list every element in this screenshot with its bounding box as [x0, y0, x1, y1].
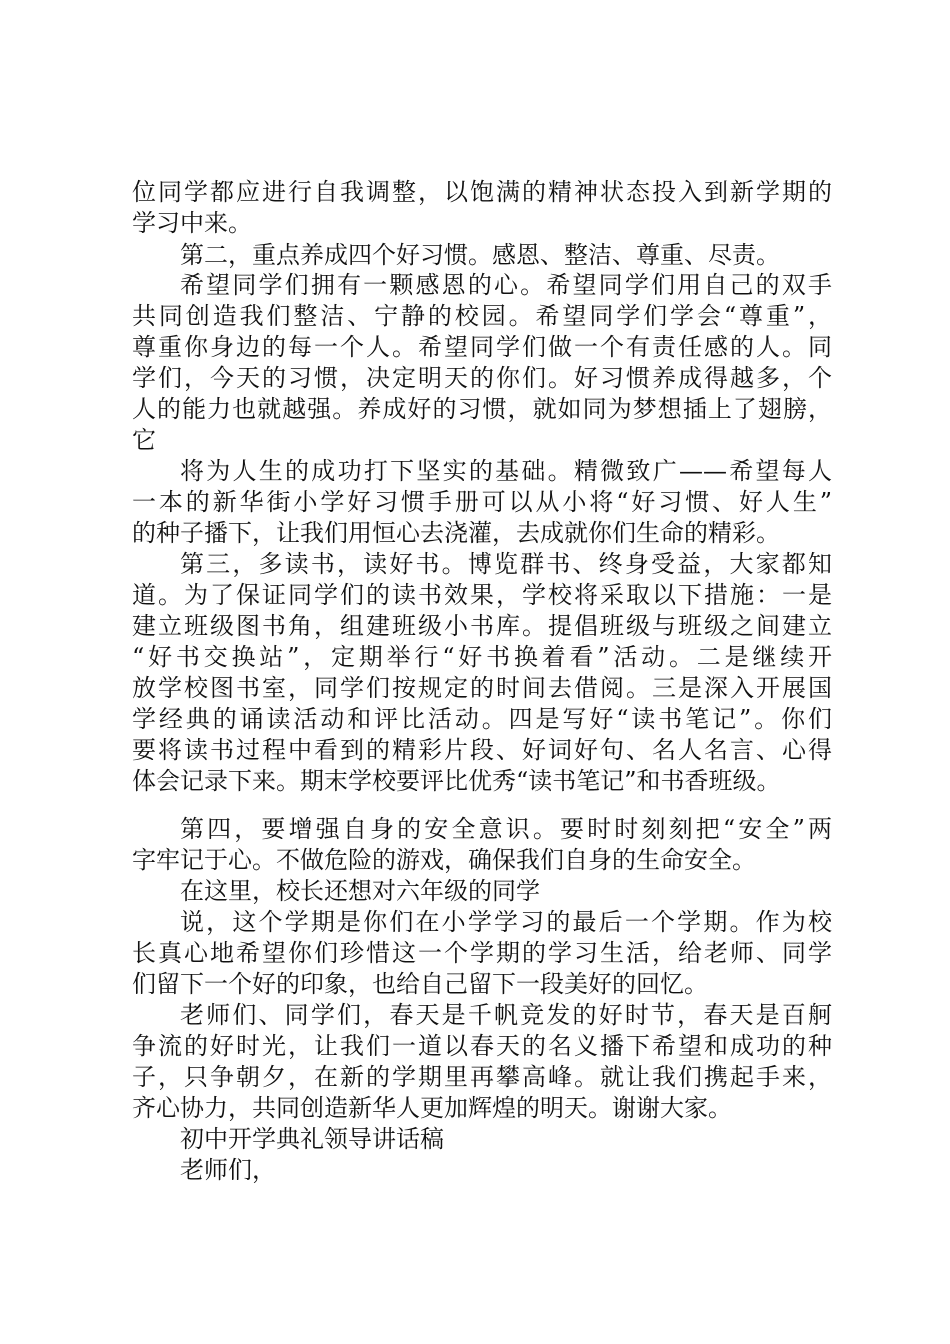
text-line: 它: [132, 426, 156, 454]
text-line: 说，这个学期是你们在小学学习的最后一个学期。作为校: [180, 908, 832, 936]
text-line: 尊重你身边的每一个人。希望同学们做一个有责任感的人。同: [132, 333, 832, 361]
text-line: 们留下一个好的印象，也给自己留下一段美好的回忆。: [132, 970, 708, 998]
text-line: 要将读书过程中看到的精彩片段、好词好句、名人名言、心得: [132, 736, 832, 764]
text-line: 学习中来。: [132, 209, 252, 237]
text-line: 第二，重点养成四个好习惯。感恩、整洁、尊重、尽责。: [180, 241, 780, 269]
text-line: 一本的新华街小学好习惯手册可以从小将“好习惯、好人生”: [132, 488, 832, 516]
text-line: 第四，要增强自身的安全意识。要时时刻刻把“安全”两: [180, 815, 832, 843]
text-line: “好书交换站”，定期举行“好书换着看”活动。二是继续开: [132, 643, 832, 671]
text-line: 在这里，校长还想对六年级的同学: [180, 877, 540, 905]
text-line: 老师们，: [180, 1156, 276, 1184]
text-line: 的种子播下，让我们用恒心去浇灌，去成就你们生命的精彩。: [132, 519, 780, 547]
text-line: 建立班级图书角，组建班级小书库。提倡班级与班级之间建立: [132, 612, 832, 640]
text-line: 体会记录下来。期末学校要评比优秀“读书笔记”和书香班级。: [132, 767, 781, 795]
text-line: 学经典的诵读活动和评比活动。四是写好“读书笔记”。你们: [132, 705, 832, 733]
text-line: 字牢记于心。不做危险的游戏，确保我们自身的生命安全。: [132, 846, 756, 874]
text-line: 希望同学们拥有一颗感恩的心。希望同学们用自己的双手: [180, 271, 832, 299]
text-line: 学们，今天的习惯，决定明天的你们。好习惯养成得越多，个: [132, 364, 832, 392]
text-line: 第三，多读书，读好书。博览群书、终身受益，大家都知: [180, 550, 832, 578]
text-line: 放学校图书室，同学们按规定的时间去借阅。三是深入开展国: [132, 674, 832, 702]
text-line: 初中开学典礼领导讲话稿: [180, 1125, 444, 1153]
text-line: 将为人生的成功打下坚实的基础。精微致广——希望每人: [180, 457, 832, 485]
text-line: 争流的好时光，让我们一道以春天的名义播下希望和成功的种: [132, 1032, 832, 1060]
text-line: 人的能力也就越强。养成好的习惯，就如同为梦想插上了翅膀，: [132, 395, 832, 423]
text-line: 齐心协力，共同创造新华人更加辉煌的明天。谢谢大家。: [132, 1094, 732, 1122]
text-line: 子，只争朝夕，在新的学期里再攀高峰。就让我们携起手来，: [132, 1063, 832, 1091]
text-line: 老师们、同学们，春天是千帆竞发的好时节，春天是百舸: [180, 1001, 832, 1029]
text-line: 共同创造我们整洁、宁静的校园。希望同学们学会“尊重”，: [132, 302, 832, 330]
text-line: 长真心地希望你们珍惜这一个学期的学习生活，给老师、同学: [132, 939, 832, 967]
text-line: 位同学都应进行自我调整，以饱满的精神状态投入到新学期的: [132, 178, 832, 206]
text-line: 道。为了保证同学们的读书效果，学校将采取以下措施：一是: [132, 581, 832, 609]
